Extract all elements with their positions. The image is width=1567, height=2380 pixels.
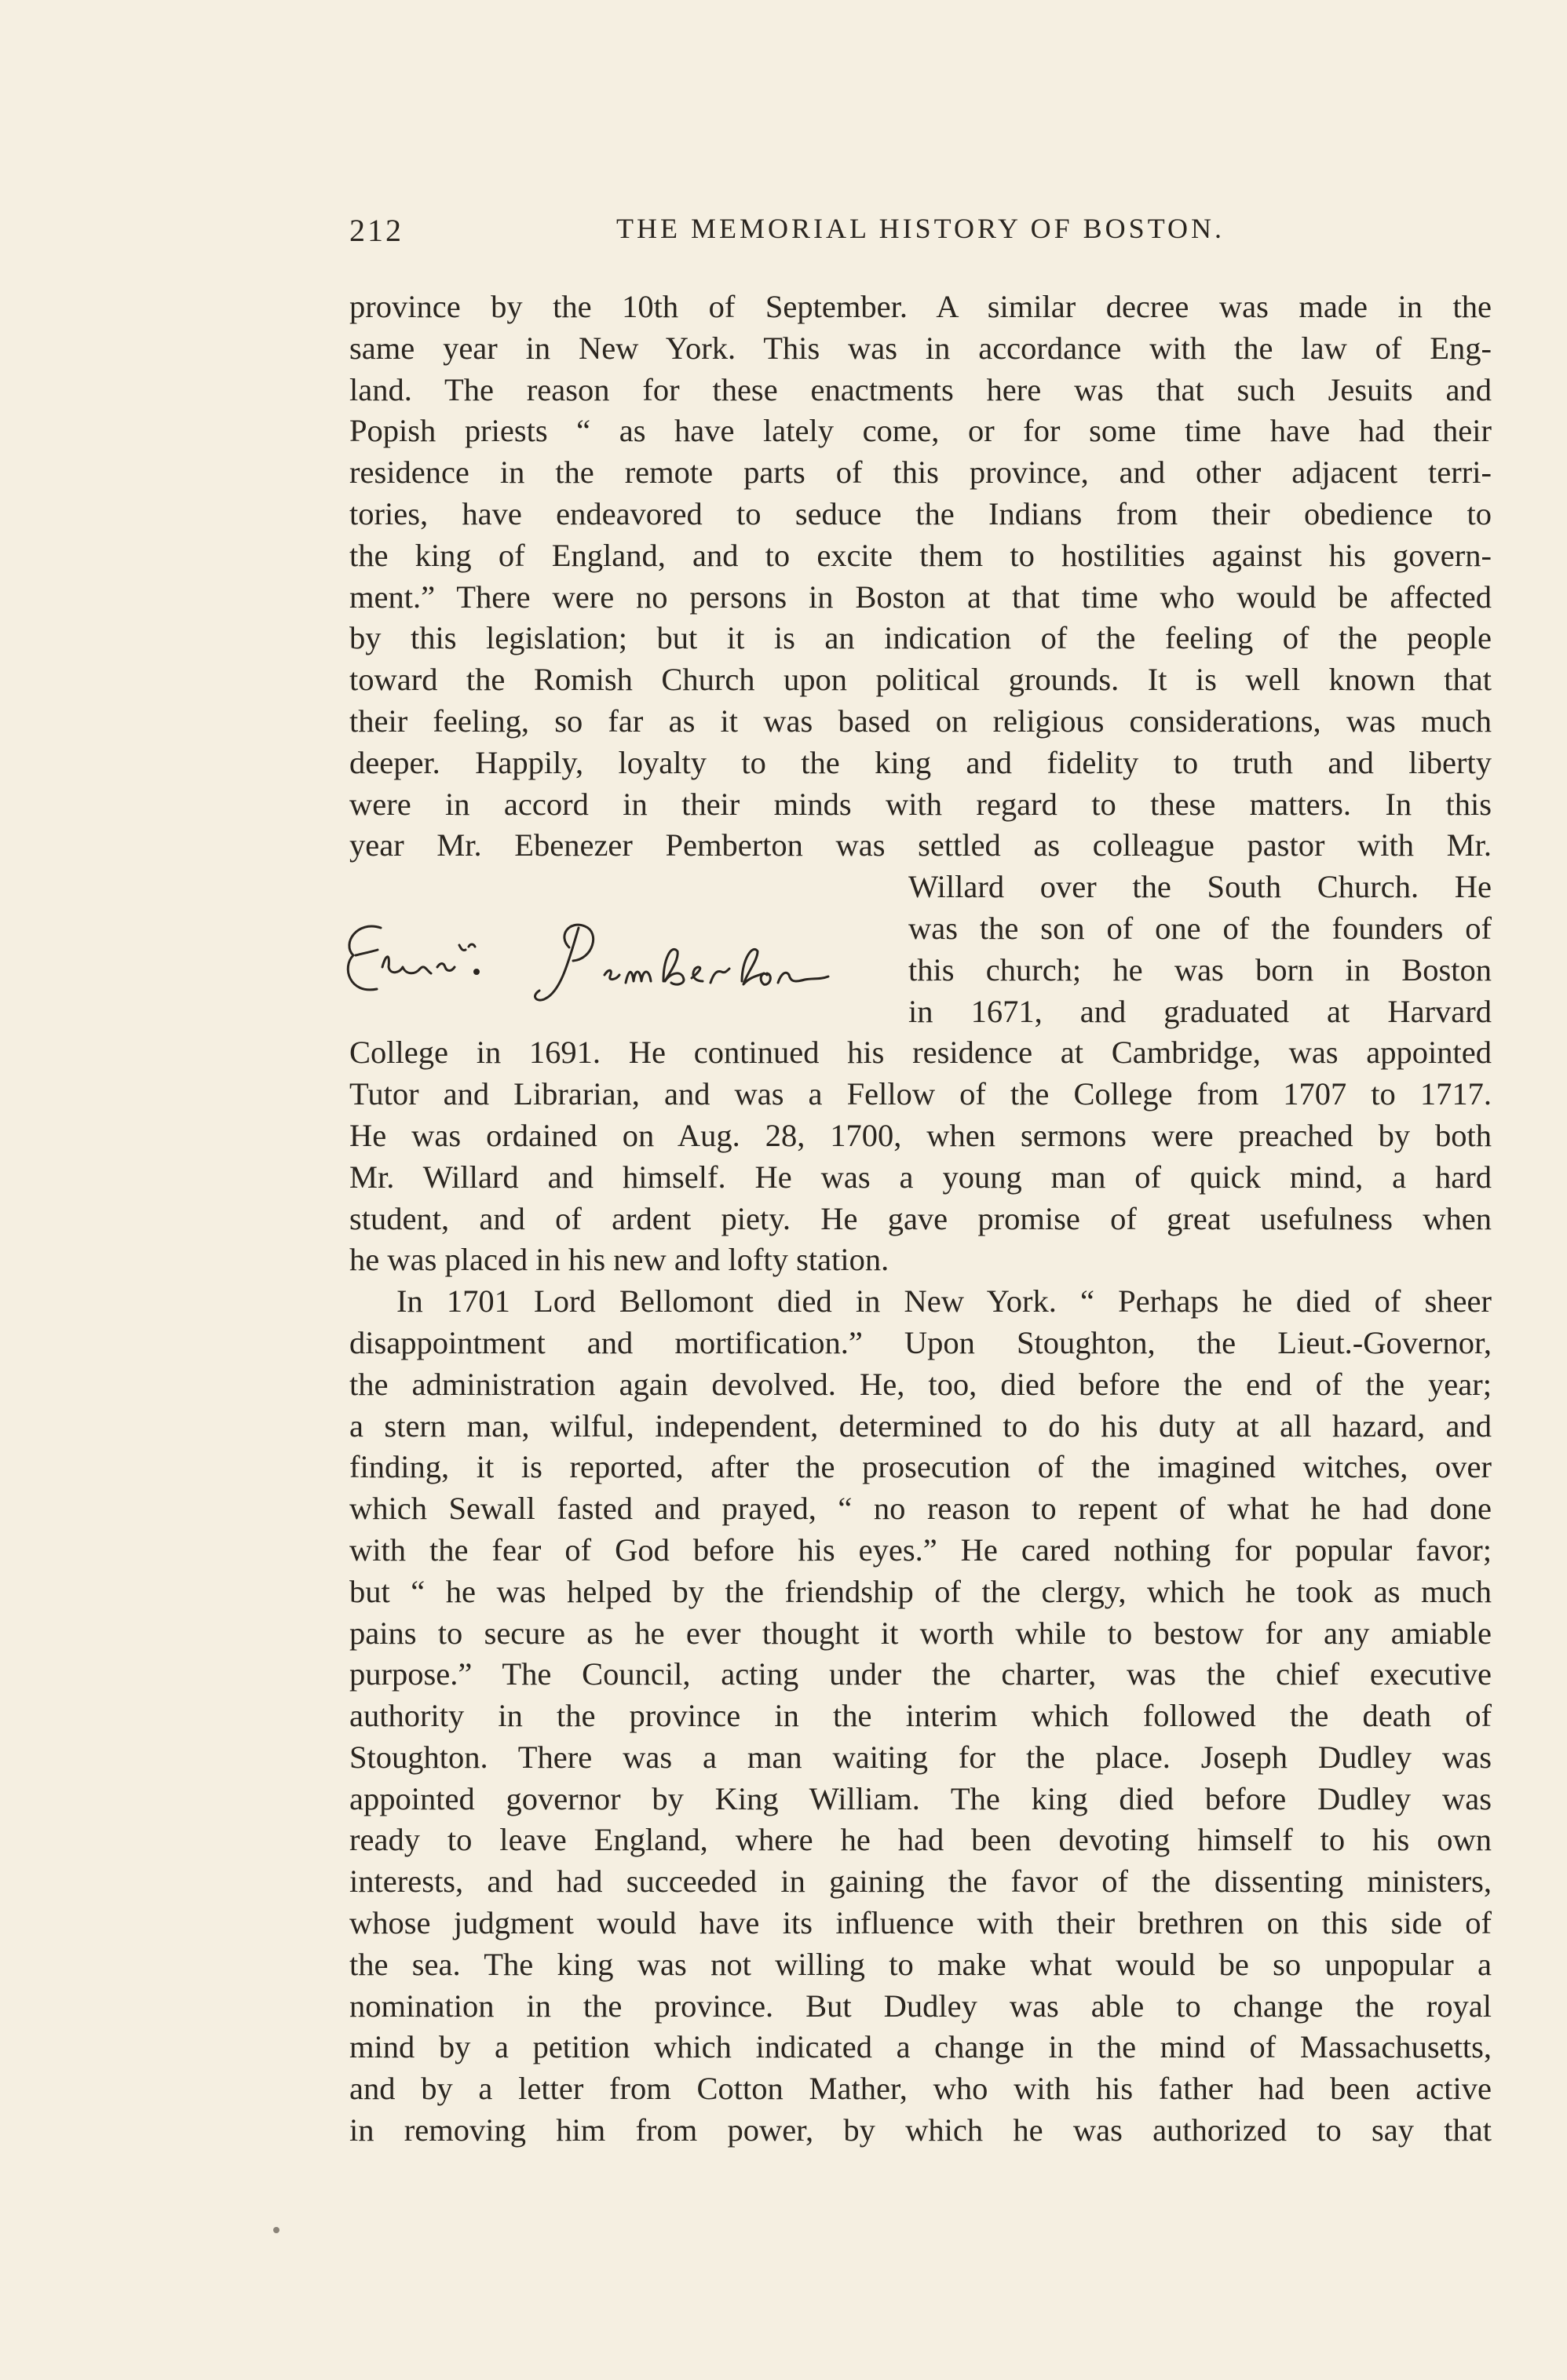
text-line: was the son of one of the founders of xyxy=(908,910,1492,946)
text-line: disappointment and mortification.” Upon Stoughton, the Lieut.-Governor, xyxy=(349,1324,1492,1360)
text-line: a stern man, wilful, independent, determined to do his duty at all hazard, and xyxy=(349,1407,1492,1444)
text-line: authority in the province in the interim which followed the death of xyxy=(349,1698,1492,1734)
paragraph-1-bottom xyxy=(349,1032,1492,1281)
text-line: College in 1691. He continued his residence at Cambridge, was appointed xyxy=(349,1035,1492,1071)
text-line: were in accord in their minds with regard to these matters. In this xyxy=(349,786,1492,822)
paragraph-2 xyxy=(349,1281,1492,2152)
text-line: deeper. Happily, loyalty to the king and fidelity to truth and liberty xyxy=(349,744,1492,780)
running-title: THE MEMORIAL HISTORY OF BOSTON. xyxy=(615,213,1225,244)
text-line: mind by a petition which indicated a change in the mind of Massachusetts, xyxy=(349,2029,1492,2065)
text-line: In 1701 Lord Bellomont died in New York. “ Perhaps he died of sheer xyxy=(396,1283,1492,1320)
text-line: with the fear of God before his eyes.” He cared nothing for popular favor; xyxy=(349,1531,1492,1568)
text-line: finding, it is reported, after the prosecution of the imagined witches, over xyxy=(349,1449,1492,1485)
text-line: whose judgment would have its influence with their brethren on this side of xyxy=(349,1905,1492,1941)
text-line: residence in the remote parts of this province, and other adjacent terri- xyxy=(349,454,1492,491)
text-line: the sea. The king was not willing to make what would be so unpopular a xyxy=(349,1946,1492,1982)
text-line: land. The reason for these enactments here was that such Jesuits and xyxy=(349,371,1492,407)
body-text xyxy=(349,287,1492,2152)
text-line: he was placed in his new and lofty station. xyxy=(349,1242,889,1278)
text-line: the king of England, and to excite them to hostilities against his govern- xyxy=(349,537,1492,573)
page-number: 212 xyxy=(349,213,404,248)
text-line: student, and of ardent piety. He gave promise of great usefulness when xyxy=(349,1200,1492,1236)
text-line: interests, and had succeeded in gaining the favor of the dissenting ministers, xyxy=(349,1863,1492,1900)
text-line: their feeling, so far as it was based on religious considerations, was much xyxy=(349,703,1492,739)
text-line: which Sewall fasted and prayed, “ no reason to repent of what he had done xyxy=(349,1491,1492,1527)
text-line: the administration again devolved. He, too, died before the end of the year; xyxy=(349,1366,1492,1402)
text-line: Willard over the South Church. He xyxy=(908,869,1492,905)
signature-image xyxy=(334,912,883,1014)
text-line: this church; he was born in Boston xyxy=(908,951,1492,987)
text-line: pains to secure as he ever thought it worth while to bestow for any amiable xyxy=(349,1615,1492,1651)
text-line: Mr. Willard and himself. He was a young man of quick mind, a hard xyxy=(349,1159,1492,1195)
text-line: He was ordained on Aug. 28, 1700, when sermons were preached by both xyxy=(349,1117,1492,1153)
text-line: and by a letter from Cotton Mather, who with his father had been active xyxy=(349,2071,1492,2107)
printers-mark xyxy=(273,2227,279,2233)
text-line: toward the Romish Church upon political grounds. It is well known that xyxy=(349,662,1492,698)
text-line: appointed governor by King William. The king died before Dudley was xyxy=(349,1780,1492,1816)
text-line: in 1671, and graduated at Harvard xyxy=(908,993,1492,1029)
text-line: but “ he was helped by the friendship of the clergy, which he took as much xyxy=(349,1573,1492,1609)
text-line: province by the 10th of September. A similar decree was made in the xyxy=(349,289,1492,324)
text-line: Popish priests “ as have lately come, or for some time have had their xyxy=(349,413,1492,449)
text-line: Stoughton. There was a man waiting for the place. Joseph Dudley was xyxy=(349,1739,1492,1775)
text-line: ment.” There were no persons in Boston at that time who would be affected xyxy=(349,579,1492,615)
text-line: tories, have endeavored to seduce the Indians from their obedience to xyxy=(349,495,1492,531)
text-line: purpose.” The Council, acting under the charter, was the chief executive xyxy=(349,1656,1492,1692)
text-line: nomination in the province. But Dudley was able to change the royal xyxy=(349,1988,1492,2024)
paragraph-1-top xyxy=(349,287,1492,867)
text-line: year Mr. Ebenezer Pemberton was settled as colleague pastor with Mr. xyxy=(349,827,1492,863)
page-header xyxy=(349,212,1492,259)
text-line: ready to leave England, where he had been devoting himself to his own xyxy=(349,1822,1492,1858)
text-line: in removing him from power, by which he was authorized to say that xyxy=(349,2112,1492,2148)
text-line: same year in New York. This was in accordance with the law of Eng- xyxy=(349,330,1492,366)
text-line: by this legislation; but it is an indication of the feeling of the people xyxy=(349,620,1492,656)
signature-wrap-area xyxy=(349,867,1492,1032)
text-line: Tutor and Librarian, and was a Fellow of the College from 1707 to 1717. xyxy=(349,1076,1492,1112)
